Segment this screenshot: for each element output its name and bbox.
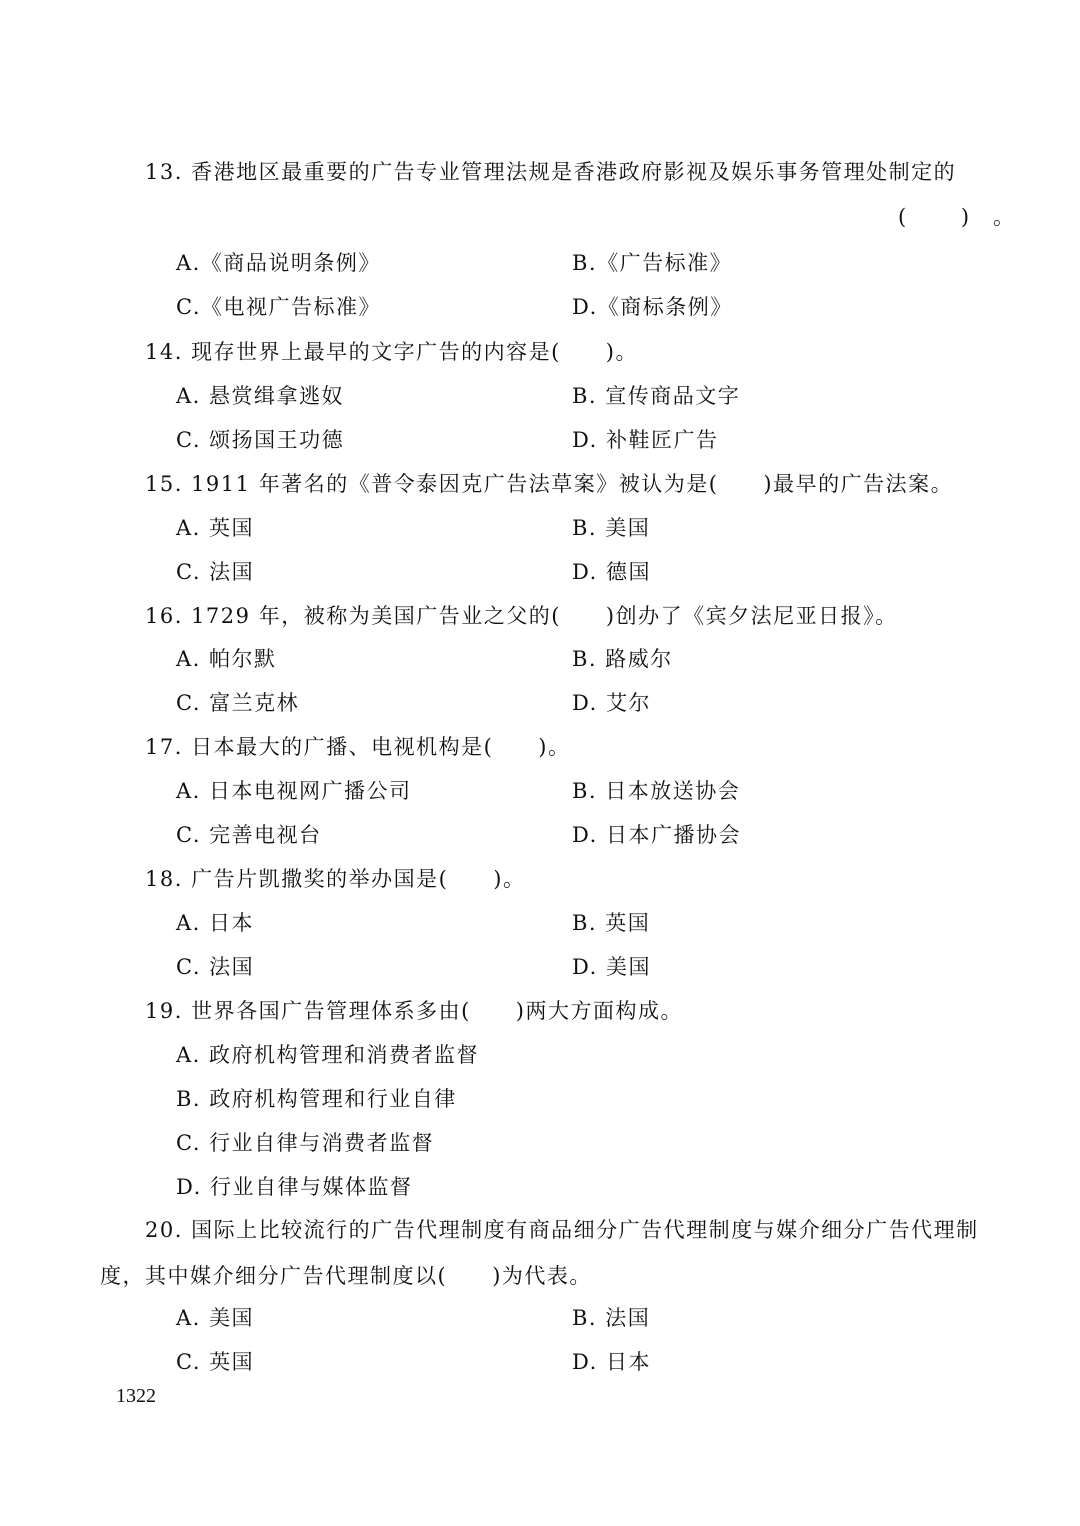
- question-19-option-d: D. 行业自律与媒体监督: [176, 1175, 413, 1199]
- question-14-option-c: C. 颂扬国王功德: [176, 428, 345, 452]
- question-17-option-b: B. 日本放送协会: [572, 779, 741, 803]
- page-number: 1322: [116, 1385, 156, 1407]
- question-16-option-c: C. 富兰克林: [176, 691, 300, 715]
- question-15-stem: 15. 1911 年著名的《普令泰因克广告法草案》被认为是( )最早的广告法案。: [145, 472, 954, 496]
- question-13-option-d: D.《商标条例》: [572, 295, 733, 319]
- question-19-option-c: C. 行业自律与消费者监督: [176, 1131, 435, 1155]
- question-17-option-c: C. 完善电视台: [176, 823, 322, 847]
- question-16-option-a: A. 帕尔默: [176, 647, 277, 671]
- question-17-option-a: A. 日本电视网广播公司: [176, 779, 412, 803]
- question-17-stem: 17. 日本最大的广播、电视机构是( )。: [145, 735, 571, 759]
- question-19-option-b: B. 政府机构管理和行业自律: [176, 1087, 457, 1111]
- question-13-option-b: B.《广告标准》: [572, 251, 733, 275]
- question-16-stem: 16. 1729 年，被称为美国广告业之父的( )创办了《宾夕法尼亚日报》。: [145, 604, 898, 628]
- question-20-stem: 20. 国际上比较流行的广告代理制度有商品细分广告代理制度与媒介细分广告代理制: [145, 1218, 979, 1242]
- question-17-option-d: D. 日本广播协会: [572, 823, 741, 847]
- question-18-stem: 18. 广告片凯撒奖的举办国是( )。: [145, 867, 526, 891]
- question-20-stem-line2: 度，其中媒介细分广告代理制度以( )为代表。: [100, 1264, 592, 1288]
- question-18-option-c: C. 法国: [176, 955, 255, 979]
- question-19-stem: 19. 世界各国广告管理体系多由( )两大方面构成。: [145, 999, 683, 1023]
- question-18-option-d: D. 美国: [572, 955, 651, 979]
- question-15-option-d: D. 德国: [572, 560, 651, 584]
- question-15-option-b: B. 美国: [572, 516, 651, 540]
- question-20-option-a: A. 美国: [176, 1306, 255, 1330]
- question-13-answer-blank: ( )。: [898, 205, 1039, 229]
- question-20-option-d: D. 日本: [572, 1350, 651, 1374]
- question-19-option-a: A. 政府机构管理和消费者监督: [176, 1043, 480, 1067]
- question-14-stem: 14. 现存世界上最早的文字广告的内容是( )。: [145, 340, 638, 364]
- question-20-option-c: C. 英国: [176, 1350, 255, 1374]
- question-18-option-b: B. 英国: [572, 911, 651, 935]
- question-20-option-b: B. 法国: [572, 1306, 651, 1330]
- question-14-option-b: B. 宣传商品文字: [572, 384, 741, 408]
- question-13-stem: 13. 香港地区最重要的广告专业管理法规是香港政府影视及娱乐事务管理处制定的: [145, 160, 957, 184]
- question-13-option-a: A.《商品说明条例》: [176, 251, 381, 275]
- question-14-option-a: A. 悬赏缉拿逃奴: [176, 384, 345, 408]
- question-14-option-d: D. 补鞋匠广告: [572, 428, 719, 452]
- question-15-option-c: C. 法国: [176, 560, 255, 584]
- question-13-option-c: C.《电视广告标准》: [176, 295, 381, 319]
- question-16-option-d: D. 艾尔: [572, 691, 651, 715]
- question-16-option-b: B. 路威尔: [572, 647, 673, 671]
- question-15-option-a: A. 英国: [176, 516, 255, 540]
- question-18-option-a: A. 日本: [176, 911, 255, 935]
